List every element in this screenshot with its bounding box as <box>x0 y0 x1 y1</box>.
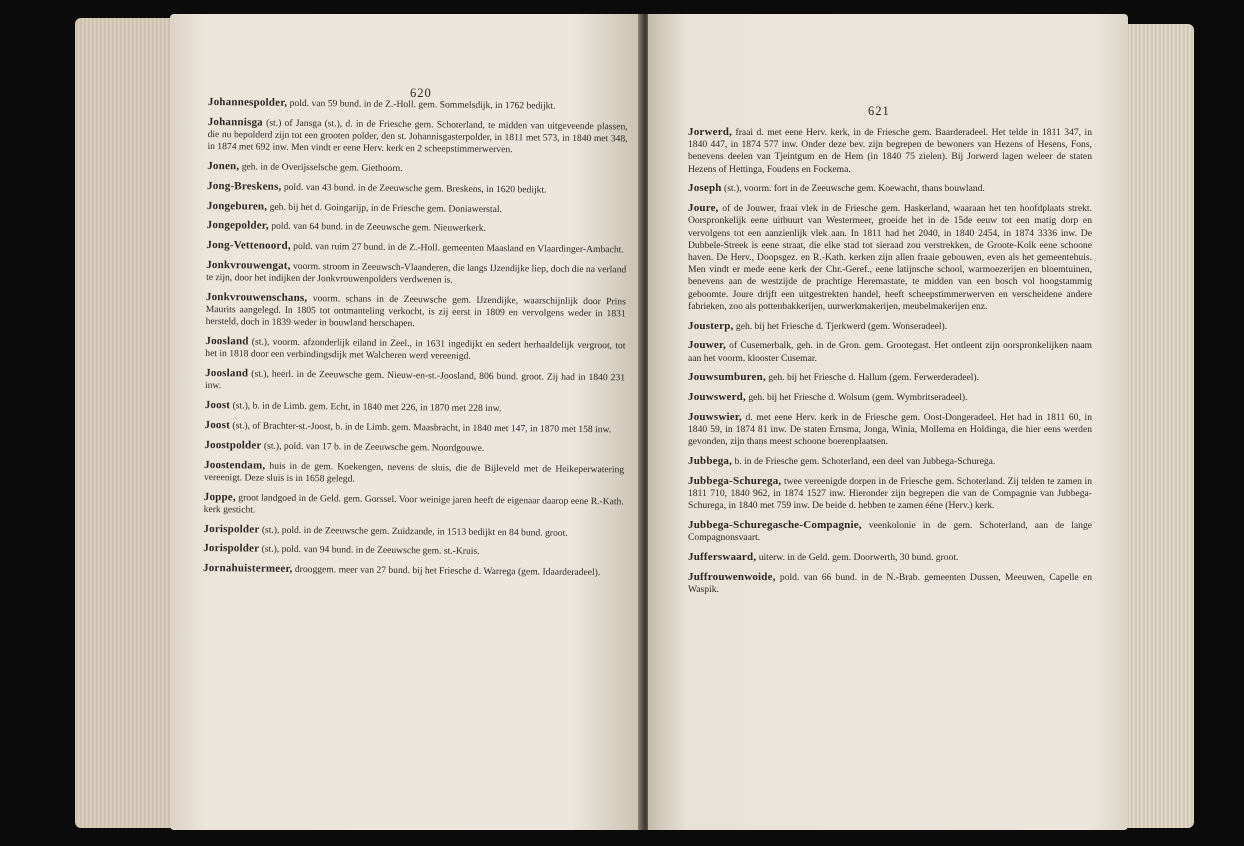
entry-term: Joosland <box>205 367 249 380</box>
entry-text: pold. van 66 bund. in de N.-Brab. gemeenten Dussen, Meeuwen, Capelle en Waspik. <box>688 572 1092 596</box>
entry-term: Johannespolder, <box>207 96 288 109</box>
entry-term: Joseph <box>688 182 722 195</box>
entry-text: voorm. schans in de Zeeuwsche gem. IJzendijke, waarschijnlijk door Prins Maurits aangelegd. In 1805 tot ontmanteling verkocht, is zij eerst in 1809 en vervolgens weder in 1831 hersteld, doch in 1839 weder in bouwland herschapen. <box>205 293 626 330</box>
dictionary-entry <box>688 455 1092 468</box>
dictionary-entry <box>207 180 627 198</box>
dictionary-entry <box>688 202 1092 313</box>
entry-text: (st.), pold. in de Zeeuwsche gem. Zuidzande, in 1513 bedijkt en 84 bund. groot. <box>259 524 568 539</box>
dictionary-entry <box>688 126 1092 176</box>
entry-term: Jousterp, <box>688 319 734 332</box>
left-page <box>170 14 642 830</box>
entry-term: Jongepolder, <box>206 219 269 233</box>
entry-term: Joost <box>204 418 231 432</box>
dictionary-entry <box>688 571 1092 596</box>
entry-text: b. in de Friesche gem. Schoterland, een deel van Jubbega-Schurega. <box>732 456 996 468</box>
entry-term: Jonkvrouwengat, <box>206 258 291 272</box>
entry-term: Joostpolder <box>204 438 262 452</box>
entry-text: d. met eene Herv. kerk in de Friesche gem. Oost-Dongeradeel. Het had in 1811 60, in 1840 59, in 1874 81 inw. De staten Ernsma, Jonga, Winia, Mollema en Holdinga, die hier eens werden gevonden, zijn thans meest schoone boerenplaatsen. <box>688 412 1092 448</box>
entry-text: drooggem. meer van 27 bund. bij het Friesche d. Warrega (gem. Idaarderadeel). <box>292 564 601 579</box>
entry-term: Joost <box>204 399 231 412</box>
dictionary-entry <box>203 523 623 541</box>
dictionary-entry <box>688 371 1092 384</box>
right-page-edges <box>1118 24 1194 828</box>
entry-text: of de Jouwer, fraai vlek in de Friesche gem. Haskerland, waaraan het ten hoofdplaats strekt. Oorspronkelijk eene uitbuurt van Westermeer, groeide het in de 15de eeuw tot een matig dorp en vervolgens tot een aanzienlijk vlek aan. In 1811 had het 2040, in 1840 2454, in 1874 3336 inw. De Dubbele-Streek is eene straat, die elke stad tot sieraad zou verstrekken, de Groote-Kolk eene schoone haven. De Herv., Doopsgez. en R.-Kath. kerken zijn allen fraaie gebouwen, even als het gemeentehuis. Men vindt er mede eene kerk der Chr.-Geref., eene latijnsche school, warmoezerijen en bloemtuinen, benevens aan de westzijde de prachtige Heremastate, te midden van een bosch vol hoogstammig geboomte. Joure drijft een uitgestrekten handel, heeft scheepstimmerwerven en verscheidene andere fabrieken, zoo als pottenbakkerijen, uurwerkmakerijen, meubelmakerijen enz. <box>688 203 1092 312</box>
dictionary-entry <box>206 259 626 289</box>
entry-text: pold. van 43 bund. in de Zeeuwsche gem. Breskens, in 1620 bedijkt. <box>281 181 547 196</box>
entry-term: Jong-Vettenoord, <box>206 239 291 253</box>
entry-text: groot landgoed in de Geld. gem. Gorssel. Voor weinige jaren heeft de eigenaar daarop eene R.-Kath. kerk gesticht. <box>203 491 624 516</box>
entry-term: Jonen, <box>207 159 240 173</box>
dictionary-entry <box>688 551 1092 564</box>
entry-term: Jubbega-Schuregasche-Compagnie, <box>688 519 862 532</box>
dictionary-entry <box>205 399 625 417</box>
dictionary-entry <box>207 219 627 237</box>
left-page-text <box>203 96 628 586</box>
entry-term: Jubbega, <box>688 455 733 468</box>
dictionary-entry <box>204 439 624 457</box>
entry-text: fraai d. met eene Herv. kerk, in de Friesche gem. Baarderadeel. Het telde in 1811 347, in 1840 447, in 1874 577 inw. Onder deze bev. zijn begrepen de bewoners van Hezens of Hesens, Fons, benevens deelen van Tjeintgum en de Hem (in 1840 75 zielen). Bij Jorwerd lagen weleer de staten Hezens of Hettinga, Foudens en Fockema. <box>688 127 1092 175</box>
entry-text: veenkolonie in de gem. Schoterland, aan de lange Compagnonsvaart. <box>688 520 1092 544</box>
entry-text: pold. van 64 bund. in de Zeeuwsche gem. Nieuwerkerk. <box>268 221 487 235</box>
dictionary-entry <box>204 419 624 437</box>
dictionary-entry <box>208 96 628 114</box>
entry-term: Joostendam, <box>204 458 266 472</box>
entry-term: Jorwerd, <box>688 126 733 138</box>
dictionary-entry <box>204 459 624 489</box>
dictionary-entry <box>688 391 1092 404</box>
dictionary-entry <box>206 239 626 257</box>
entry-term: Jorispolder <box>203 542 260 555</box>
entry-text: (st.), b. in de Limb. gem. Echt, in 1840 met 226, in 1870 met 228 inw. <box>230 400 502 415</box>
right-page-number: 621 <box>868 104 890 118</box>
entry-term: Jouwsumburen, <box>688 371 766 384</box>
dictionary-entry <box>688 519 1092 544</box>
left-page-edges <box>75 18 175 828</box>
entry-text: geh. in de Overijsselsche gem. Giethoorn. <box>239 161 403 175</box>
entry-term: Jornahuistermeer, <box>202 562 293 576</box>
entry-term: Jong-Breskens, <box>206 179 282 193</box>
entry-text: (st.), voorm. fort in de Zeeuwsche gem. Koewacht, thans bouwland. <box>721 183 985 195</box>
entry-text: uiterw. in de Geld. gem. Doorwerth, 30 bund. groot. <box>756 552 959 564</box>
dictionary-entry <box>206 291 626 333</box>
entry-text: geh. bij het Friesche d. Wolsum (gem. Wymbritseradeel). <box>745 392 968 404</box>
entry-term: Joppe, <box>203 490 236 503</box>
entry-text: twee vereenigde dorpen in de Friesche gem. Schoterland. Zij telden te zamen in 1811 710, 1840 962, in 1874 1527 inw. Hieronder zijn begrepen die van de Compagnie van Jubbega-Schurega, in 1840 met 759 inw. De beide d. hebben te zamen ééne (Herv.) kerk. <box>688 476 1092 512</box>
dictionary-entry <box>203 562 623 580</box>
entry-term: Jouwer, <box>688 339 726 352</box>
dictionary-entry <box>688 339 1092 364</box>
entry-term: Jouwswerd, <box>688 391 746 404</box>
left-page-number: 620 <box>410 86 432 100</box>
dictionary-entry <box>688 320 1092 333</box>
dictionary-entry <box>205 367 625 397</box>
entry-text: geh. bij het Friesche d. Tjerkwerd (gem. Wonseradeel). <box>733 320 948 332</box>
entry-term: Jongeburen, <box>206 199 268 213</box>
dictionary-entry <box>205 335 625 365</box>
right-page <box>648 14 1128 830</box>
dictionary-entry <box>207 160 627 178</box>
dictionary-entry <box>204 491 624 521</box>
entry-text: huis in de gem. Koekengen, nevens de sluis, die de Bijleveld met de Heikeperwatering vereenigt. Deze sluis is in 1658 gelegd. <box>203 460 625 485</box>
entry-text: pold. van 59 bund. in de Z.-Holl. gem. Sommelsdijk, in 1762 bedijkt. <box>287 97 556 112</box>
entry-text: (st.), voorm. afzonderlijk eiland in Zeel., in 1631 ingedijkt en sedert herhaaldelijk vergroot, tot het in 1818 door een verbindingsdijk met Walcheren werd vereenigd. <box>205 336 626 363</box>
entry-text: (st.) of Jansga (st.), d. in de Friesche gem. Schoterland, te midden van uitgeveende plassen, die nu bepolderd zijn tot een grooten polder, den st. Johannisgasterpolder, in 1811 met 573, in 1840 met 348, in 1874 met 692 inw. Men vindt er eene Herv. kerk en 2 scheepstimmerwerven. <box>207 117 628 156</box>
entry-term: Joure, <box>688 202 719 215</box>
entry-term: Juffrouwenwoide, <box>688 571 776 584</box>
dictionary-entry <box>688 475 1092 513</box>
entry-text: voorm. stroom in Zeeuwsch-Vlaanderen, die langs IJzendijke liep, doch die na verland te zijn, door het indijken der Jonkvrouwenpolders verdwenen is. <box>206 260 627 286</box>
entry-text: geh. bij het d. Goingarijp, in de Friesche gem. Doniawerstal. <box>267 201 502 215</box>
entry-term: Jouwswier, <box>688 411 742 424</box>
entry-text: (st.), pold. van 17 b. in de Zeeuwsche gem. Noordgouwe. <box>261 440 485 454</box>
entry-term: Joosland <box>205 335 249 348</box>
entry-term: Jubbega-Schurega, <box>688 475 782 488</box>
dictionary-entry <box>688 182 1092 195</box>
entry-term: Jonkvrouwenschans, <box>205 290 308 305</box>
entry-text: pold. van ruim 27 bund. in de Z.-Holl. gemeenten Maasland en Vlaardinger-Ambacht. <box>290 241 624 256</box>
entry-text: geh. bij het Friesche d. Hallum (gem. Ferwerderadeel). <box>765 372 980 384</box>
entry-text: (st.), heerl. in de Zeeuwsche gem. Nieuw-en-st.-Joosland, 806 bund. groot. Zij had in 1840 231 inw. <box>204 368 626 392</box>
entry-term: Jufferswaard, <box>688 551 757 564</box>
entry-text: (st.), of Brachter-st.-Joost, b. in de Limb. gem. Maasbracht, in 1840 met 147, in 1870 met 158 inw. <box>229 420 612 436</box>
entry-text: (st.), pold. van 94 bund. in de Zeeuwsche gem. st.-Kruis. <box>259 543 480 558</box>
entry-text: of Cusemerbalk, geh. in de Gron. gem. Grootegast. Het ontleent zijn oorspronkelijken naam aan het voorm. klooster Cusemar. <box>688 340 1092 364</box>
dictionary-entry <box>207 116 627 158</box>
dictionary-entry <box>207 200 627 218</box>
right-page-text <box>688 126 1092 603</box>
dictionary-entry <box>688 411 1092 449</box>
dictionary-entry <box>203 542 623 560</box>
entry-term: Jorispolder <box>203 522 260 536</box>
entry-term: Johannisga <box>207 115 263 129</box>
